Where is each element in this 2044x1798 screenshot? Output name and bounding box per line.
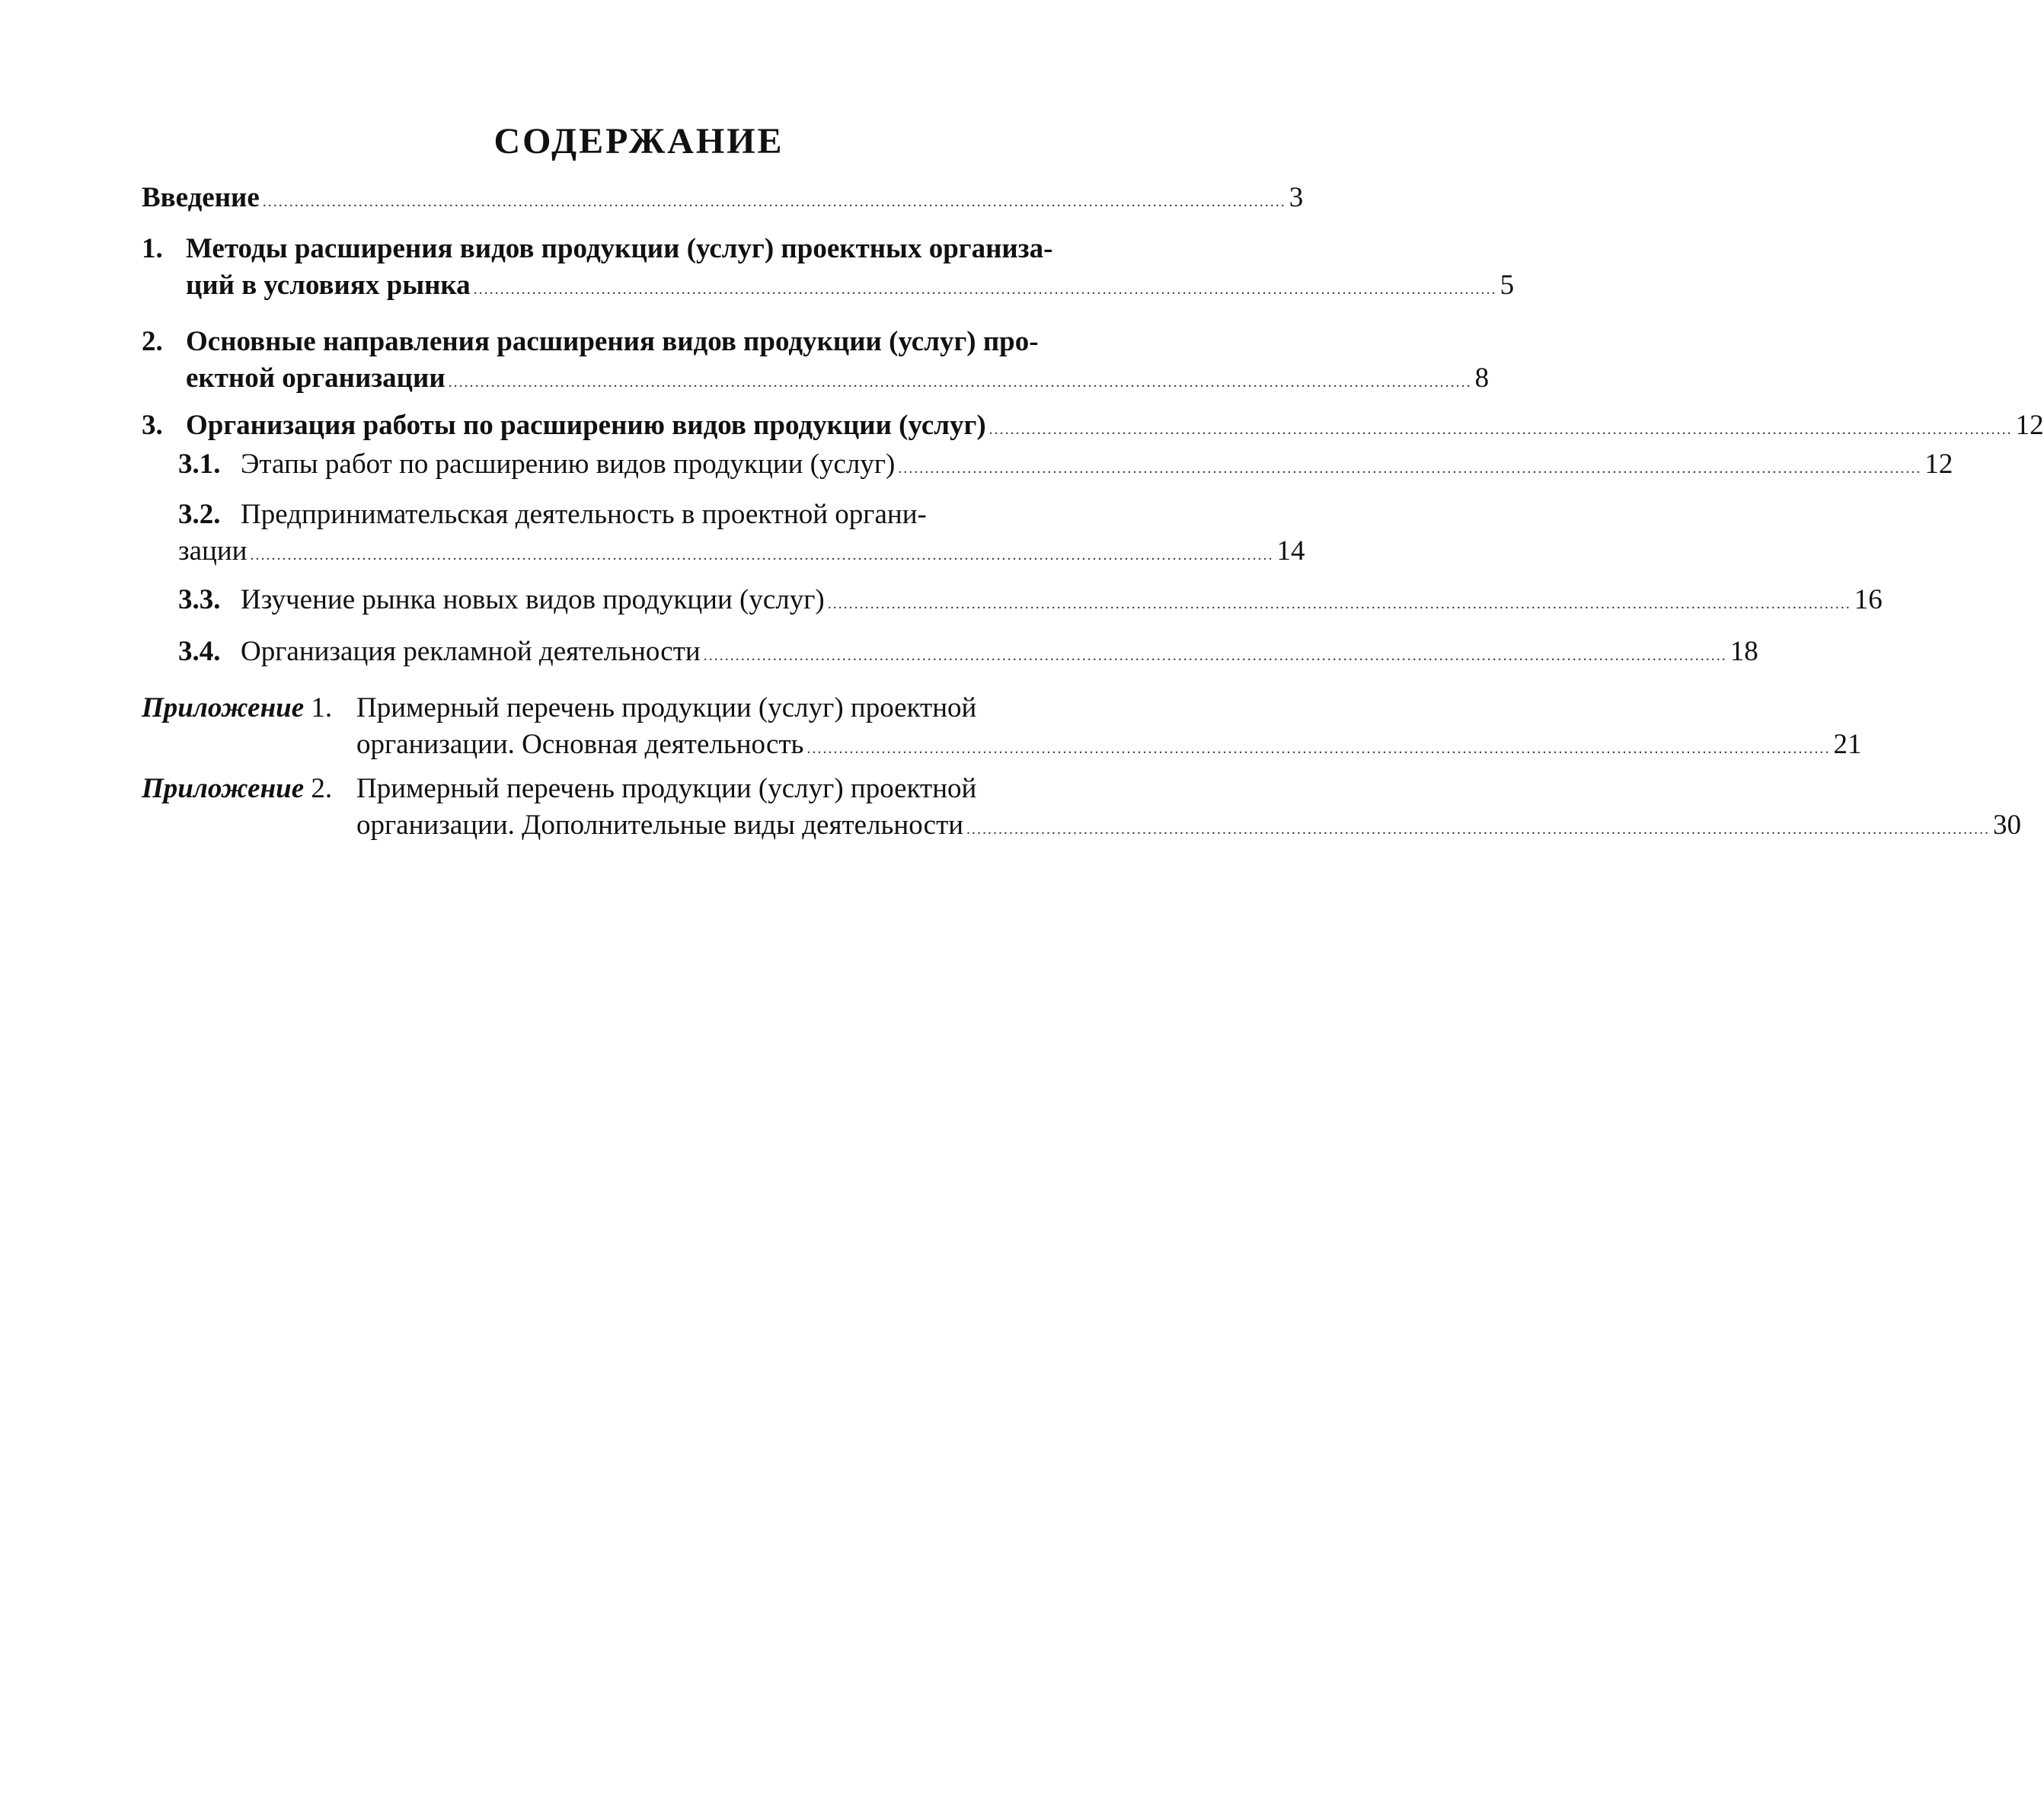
- toc-3-3-number: 3.3.: [178, 584, 221, 615]
- toc-entry-appendix-1: [142, 690, 1862, 767]
- toc-3-1-page: 12: [1924, 449, 1953, 480]
- leader-dots: ................................................................................................................................................................................................: [827, 596, 1851, 612]
- toc-1-number: 1.: [142, 233, 163, 264]
- toc-3-2-number: 3.2.: [178, 499, 221, 530]
- toc-entry-3-1: [178, 446, 1953, 487]
- leader-dots: ................................................................................................................................................................................................: [250, 547, 1274, 564]
- toc-appendix-2-title-line1: Примерный перечень продукции (услуг) проектной: [356, 773, 977, 804]
- toc-3-4-page: 18: [1729, 636, 1758, 667]
- toc-3-1-title: Этапы работ по расширению видов продукции (услуг): [241, 449, 896, 480]
- page-title: СОДЕРЖАНИЕ: [493, 121, 784, 161]
- toc-3-3-page: 16: [1854, 584, 1883, 615]
- leader-dots: ................................................................................................................................................................................................: [806, 740, 1831, 757]
- toc-appendix-2-label: Приложение 2.: [142, 773, 333, 804]
- toc-3-1-number: 3.1.: [178, 449, 221, 480]
- leader-dots: ................................................................................................................................................................................................: [988, 421, 2013, 438]
- toc-appendix-1-title-line2: организации. Основная деятельность: [356, 729, 804, 760]
- leader-dots: ................................................................................................................................................................................................: [262, 193, 1286, 210]
- toc-entry-3-4: [178, 634, 1758, 674]
- toc-3-4-title: Организация рекламной деятельности: [241, 636, 701, 667]
- toc-2-title-line1: Основные направления расширения видов продукции (услуг) про-: [186, 326, 1039, 357]
- toc-2-page: 8: [1474, 362, 1490, 394]
- toc-entry-2: [142, 324, 1490, 401]
- leader-dots: ................................................................................................................................................................................................: [898, 460, 1922, 477]
- toc-appendix-2-page: 30: [1993, 810, 2022, 841]
- leader-dots: ................................................................................................................................................................................................: [703, 647, 1727, 664]
- toc-3-3-title: Изучение рынка новых видов продукции (услуг): [241, 584, 825, 615]
- toc-3-2-page: 14: [1276, 535, 1305, 567]
- toc-3-4-number: 3.4.: [178, 636, 221, 667]
- toc-appendix-1-title-line1: Примерный перечень продукции (услуг) проектной: [356, 692, 977, 723]
- toc-appendix-1-page: 21: [1833, 729, 1862, 760]
- leader-dots: ................................................................................................................................................................................................: [473, 281, 1497, 298]
- toc-intro-page: 3: [1289, 182, 1304, 213]
- toc-3-2-title-line2: зации: [178, 535, 248, 567]
- toc-2-title-line2: ектной организации: [186, 362, 446, 394]
- toc-intro-title: Введение: [142, 182, 260, 213]
- toc-3-page: 12: [2015, 410, 2044, 441]
- toc-1-title-line2: ций в условиях рынка: [186, 270, 471, 301]
- toc-entry-intro: [142, 180, 1304, 220]
- toc-appendix-1-label: Приложение 1.: [142, 692, 333, 723]
- toc-3-2-title-line1: Предпринимательская деятельность в проектной органи-: [241, 499, 927, 530]
- toc-2-number: 2.: [142, 326, 163, 357]
- toc-entry-3: [142, 407, 2044, 448]
- leader-dots: ................................................................................................................................................................................................: [448, 374, 1472, 391]
- toc-entry-3-2: [178, 497, 1305, 573]
- toc-1-title-line1: Методы расширения видов продукции (услуг) проектных организа-: [186, 233, 1053, 264]
- toc-3-number: 3.: [142, 410, 163, 441]
- toc-3-title: Организация работы по расширению видов продукции (услуг): [186, 410, 986, 441]
- toc-entry-3-3: [178, 582, 1883, 622]
- leader-dots: ................................................................................................................................................................................................: [966, 821, 1991, 838]
- toc-entry-appendix-2: [142, 771, 2022, 848]
- toc-entry-1: [142, 231, 1515, 308]
- toc-1-page: 5: [1499, 270, 1515, 301]
- toc-appendix-2-title-line2: организации. Дополнительные виды деятельности: [356, 810, 964, 841]
